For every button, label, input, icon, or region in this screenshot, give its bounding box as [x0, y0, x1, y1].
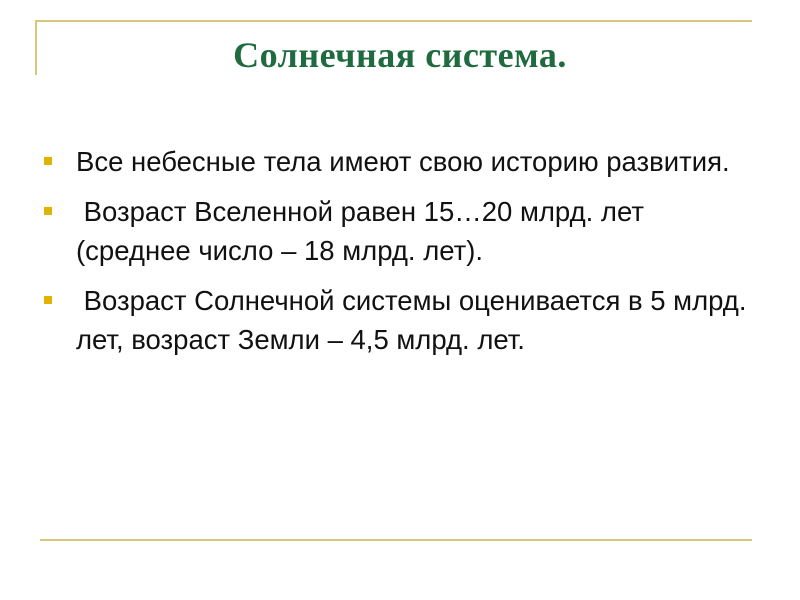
- slide-title: Солнечная система.: [233, 35, 567, 75]
- frame-bottom-line: [40, 539, 752, 541]
- bullet-text: Возраст Вселенной равен 15…20 млрд. лет (среднее число – 18 млрд. лет).: [76, 196, 652, 266]
- bullet-text: Все небесные тела имеют свою историю развития.: [76, 146, 730, 177]
- bullet-item: [40, 192, 760, 270]
- square-bullet-icon: [44, 296, 52, 304]
- square-bullet-icon: [44, 207, 52, 215]
- frame-top-line: [35, 20, 752, 22]
- frame-left-line: [35, 20, 37, 75]
- bullet-item: [40, 142, 760, 181]
- bullet-list: [40, 142, 760, 370]
- bullet-text: Возраст Солнечной системы оценивается в 5 млрд. лет, возраст Земли – 4,5 млрд. лет.: [76, 285, 755, 355]
- square-bullet-icon: [44, 157, 52, 165]
- bullet-item: [40, 281, 760, 359]
